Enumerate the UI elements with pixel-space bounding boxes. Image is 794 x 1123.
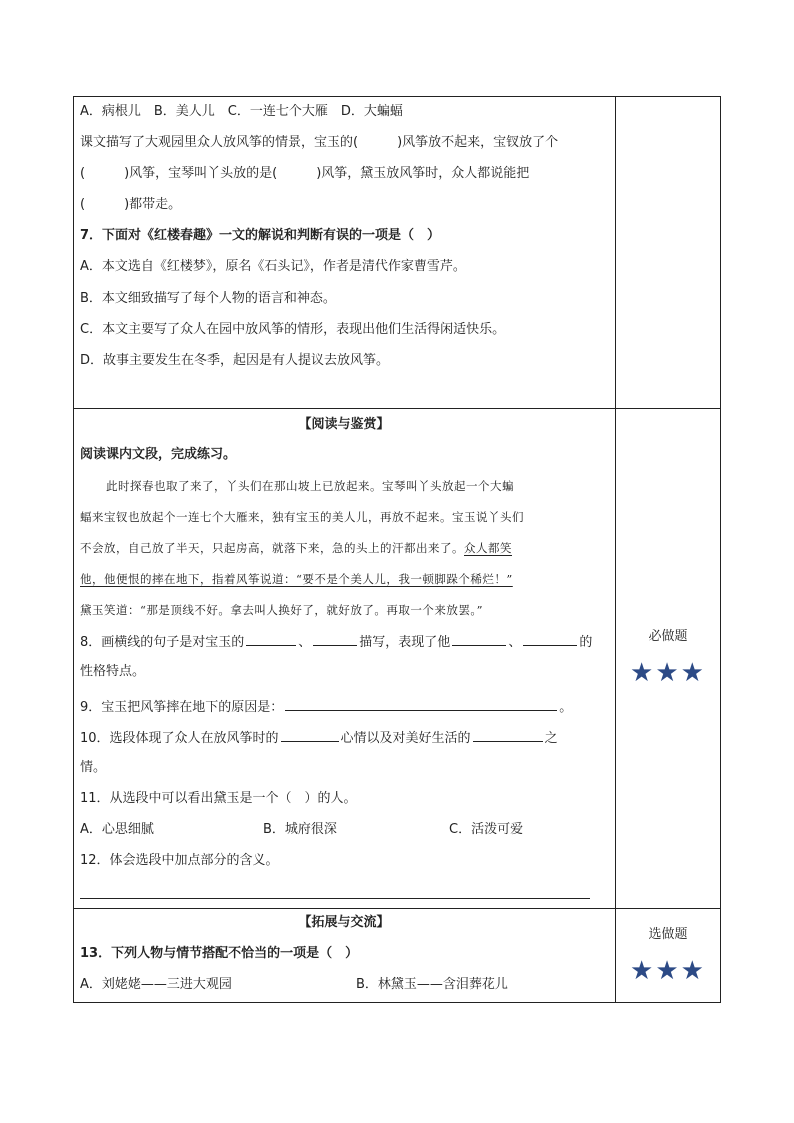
q9-blank[interactable]: [285, 697, 557, 711]
required-label: 必做题: [648, 629, 688, 644]
q7-option-d: D．故事主要发生在冬季，起因是有人提议去放风筝。: [80, 353, 390, 368]
question-13: 13．下列人物与情节搭配不恰当的一项是（ ）: [80, 946, 359, 961]
section-title-extension: 【拓展与交流】: [298, 915, 390, 930]
worksheet-table: [73, 96, 721, 1003]
q10-text-1: 10．选段体现了众人在放风筝时的: [80, 731, 279, 746]
q8-blank-3[interactable]: [452, 632, 506, 646]
fill-blank-line-3: ( )都带走。: [80, 197, 182, 212]
q9-text: 9．宝玉把风筝摔在地下的原因是：: [80, 700, 284, 715]
column-divider: [615, 96, 616, 1003]
passage-underlined-start: 众人都笑: [464, 541, 512, 555]
q10-blank-2[interactable]: [473, 728, 543, 742]
question-10-cont: 情。: [80, 760, 107, 775]
q7-option-c: C．本文主要写了众人在园中放风筝的情形，表现出他们生活得闲适快乐。: [80, 322, 506, 337]
q13-option-a: A．刘姥姥——三进大观园: [80, 977, 232, 992]
q8-blank-2[interactable]: [313, 632, 357, 646]
question-8: [80, 632, 592, 652]
table-border-left: [73, 96, 74, 1003]
q8-sep-2: 、: [508, 635, 522, 650]
q7-option-a: A．本文选自《红楼梦》，原名《石头记》，作者是清代作家曹雪芹。: [80, 259, 466, 274]
q10-text-2: 心情以及对美好生活的: [340, 731, 471, 746]
question-7: 7．下面对《红楼春趣》一文的解说和判断有误的一项是（ ）: [80, 228, 441, 243]
difficulty-stars-optional: ★★★: [630, 956, 706, 986]
section-title-reading: 【阅读与鉴赏】: [298, 417, 390, 432]
optional-label: 选做题: [648, 927, 688, 942]
row-divider-2: [73, 908, 721, 909]
q8-blank-1[interactable]: [246, 632, 296, 646]
question-12: 12．体会选段中加点部分的含义。: [80, 853, 279, 868]
q8-text-3: 的: [579, 635, 593, 650]
q10-blank-1[interactable]: [281, 728, 339, 742]
q6-options: A．病根儿 B．美人儿 C．一连七个大雁 D．大蝙蝠: [80, 104, 403, 119]
q9-end: 。: [559, 700, 573, 715]
passage-line-4-underlined: 他，他便恨的摔在地下，指着风筝说道：“要不是个美人儿，我一顿脚跺个稀烂！”: [80, 572, 513, 586]
question-8-cont: 性格特点。: [80, 664, 146, 679]
q7-option-b: B．本文细致描写了每个人物的语言和神态。: [80, 291, 336, 306]
passage-line-2: 蝠来宝钗也放起个一连七个大雁来，独有宝玉的美人儿，再放不起来。宝玉说丫头们: [80, 510, 524, 524]
q11-option-c: C．活泼可爱: [449, 822, 524, 837]
passage-line-3-text: 不会放，自己放了半天，只起房高，就落下来，急的头上的汗都出来了。: [80, 541, 464, 555]
row-divider-1: [73, 408, 721, 409]
q8-text-2: 描写，表现了他: [359, 635, 451, 650]
passage-line-5: 黛玉笑道：“那是顶线不好。拿去叫人换好了，就好放了。再取一个来放罢。”: [80, 603, 484, 617]
q8-text-1: 8．画横线的句子是对宝玉的: [80, 635, 245, 650]
reading-instruction: 阅读课内文段，完成练习。: [80, 447, 237, 462]
q8-sep-1: 、: [298, 635, 312, 650]
table-border-right: [720, 96, 721, 1003]
fill-blank-line-2: ( )风筝，宝琴叫丫头放的是( )风筝，黛玉放风筝时，众人都说能把: [80, 166, 530, 181]
table-border-top: [73, 96, 721, 97]
passage-line-3: [80, 539, 512, 557]
q10-text-3: 之: [544, 731, 558, 746]
question-10: [80, 728, 558, 748]
fill-blank-line-1: 课文描写了大观园里众人放风筝的情景，宝玉的( )风筝放不起来，宝钗放了个: [80, 135, 559, 150]
question-11: 11．从选段中可以看出黛玉是一个（ ）的人。: [80, 791, 357, 806]
q11-option-b: B．城府很深: [263, 822, 337, 837]
question-9: [80, 697, 572, 717]
difficulty-stars-required: ★★★: [630, 658, 706, 688]
table-border-bottom: [73, 1002, 721, 1003]
q13-option-b: B．林黛玉——含泪葬花儿: [356, 977, 508, 992]
q12-answer-line[interactable]: [80, 898, 590, 899]
passage-line-1: 此时探春也取了来了，丫头们在那山坡上已放起来。宝琴叫丫头放起一个大蝙: [106, 479, 514, 493]
q11-option-a: A．心思细腻: [80, 822, 154, 837]
q8-blank-4[interactable]: [523, 632, 577, 646]
